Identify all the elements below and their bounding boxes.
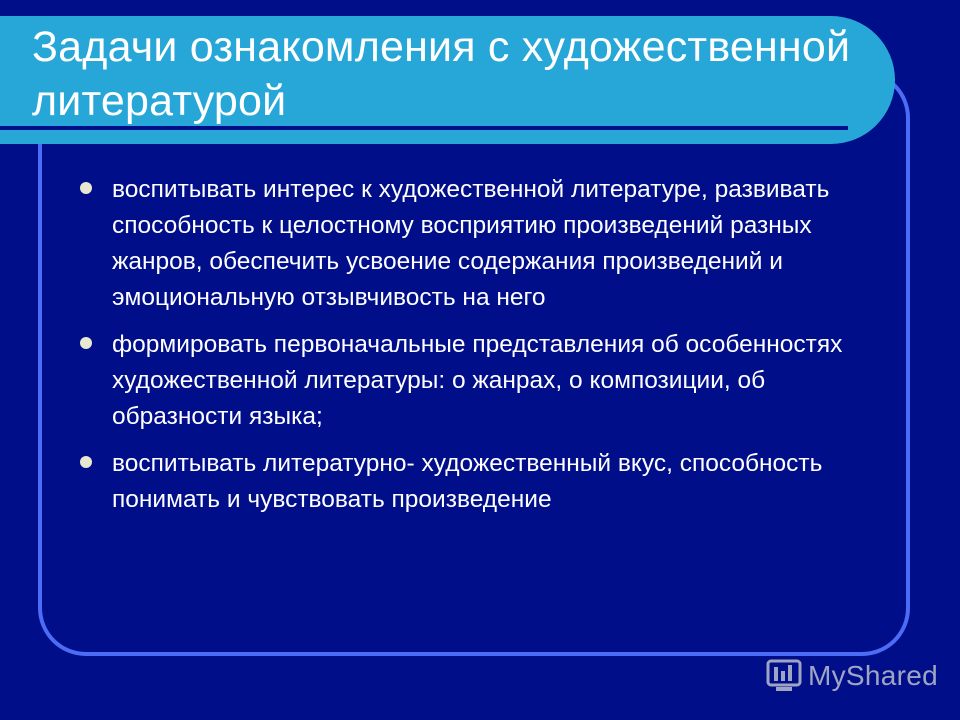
bullet-dot-icon <box>80 182 92 194</box>
bullet-text: воспитывать литературно- художественный вкус, способность понимать и чувствовать произведение <box>112 450 823 513</box>
bullet-text: формировать первоначальные представления об особенностях художественной литературы: о жанрах, о композиции, об образности языка; <box>112 331 843 430</box>
watermark <box>766 656 938 696</box>
bullet-item <box>76 327 876 435</box>
bullet-list <box>76 172 876 529</box>
bullet-item <box>76 446 876 518</box>
bullet-dot-icon <box>80 337 92 349</box>
myshared-logo-icon <box>766 659 802 693</box>
slide-title: Задачи ознакомления с художественной литературой <box>32 23 851 125</box>
watermark-text: MyShared <box>808 660 939 691</box>
bullet-dot-icon <box>80 456 92 468</box>
bullet-text: воспитывать интерес к художественной литературе, развивать способность к целостному восприятию произведений разных жанров, обеспечить усвоение содержания произведений и эмоциональную отзывчивость на него <box>112 176 830 311</box>
bullet-item <box>76 172 876 316</box>
